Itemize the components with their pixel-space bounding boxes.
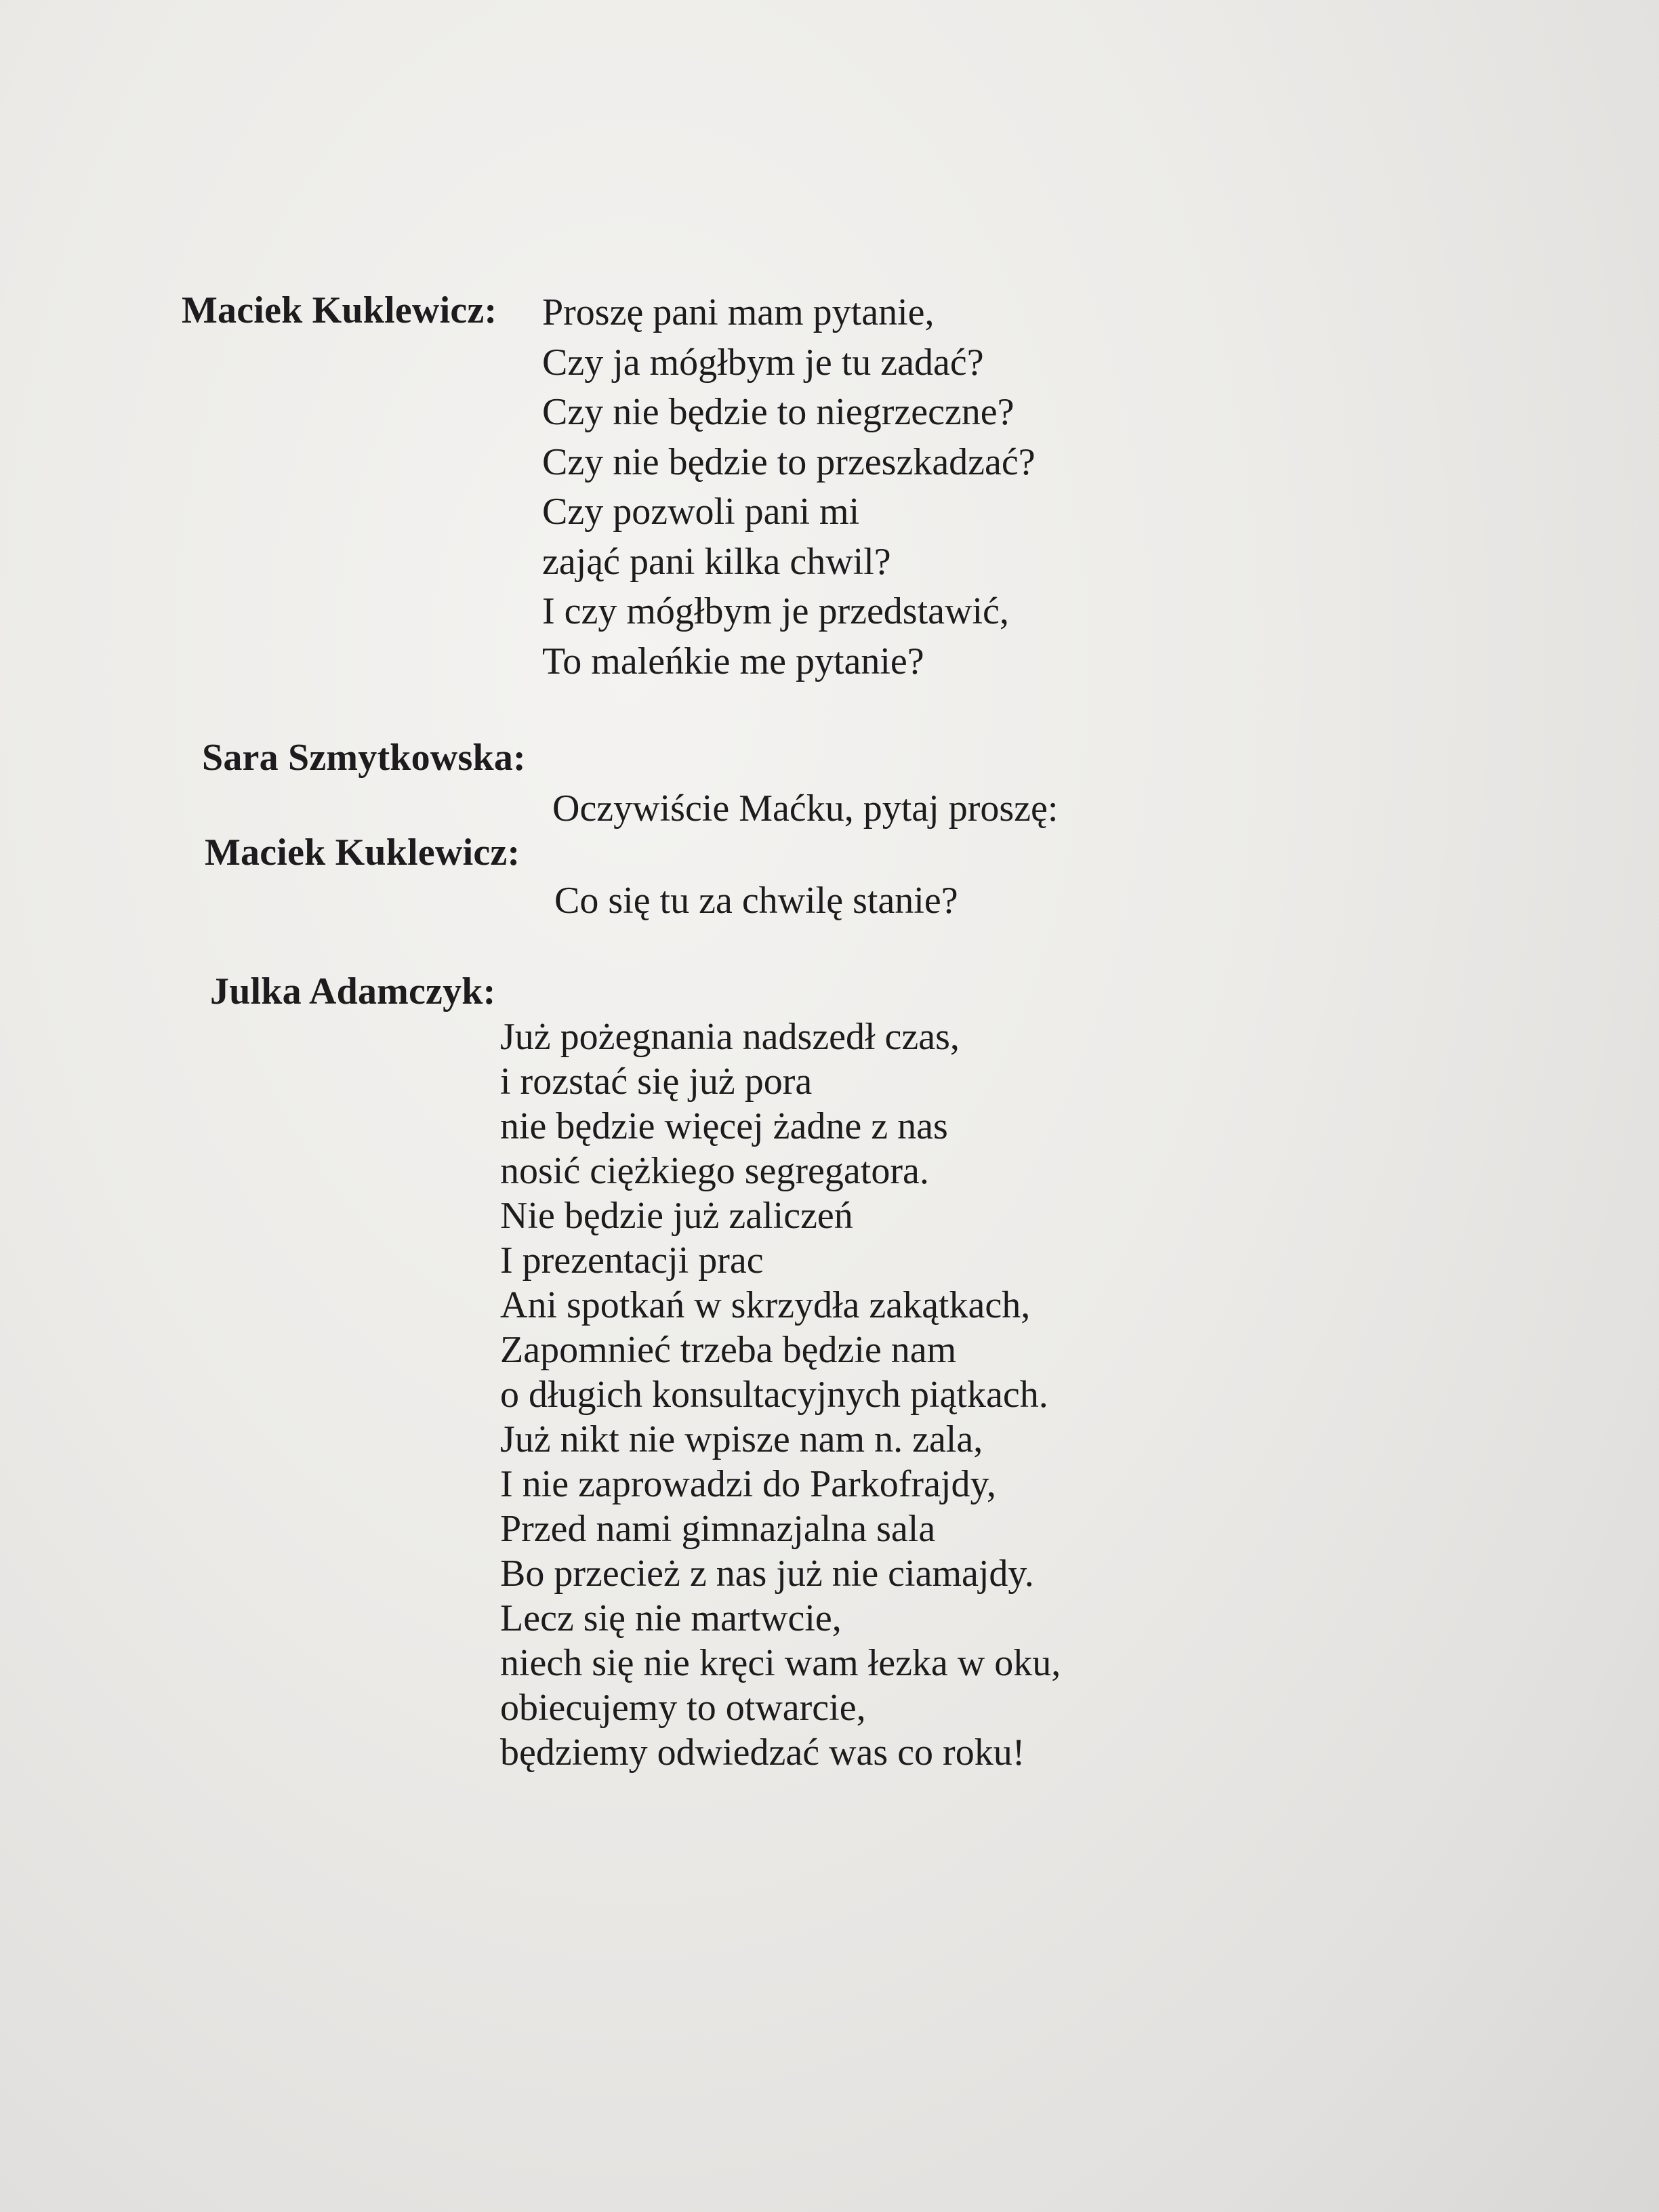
speaker-julka-adamczyk: Julka Adamczyk: xyxy=(210,970,496,1012)
poem-line: Ani spotkań w skrzydła zakątkach, xyxy=(500,1284,1031,1326)
poem-line: I nie zaprowadzi do Parkofrajdy, xyxy=(500,1463,996,1505)
dialogue-line: To maleńkie me pytanie? xyxy=(542,640,924,682)
poem-line: Już nikt nie wpisze nam n. zala, xyxy=(500,1418,983,1460)
poem-line: obiecujemy to otwarcie, xyxy=(500,1687,866,1729)
speaker-maciek-kuklewicz-2: Maciek Kuklewicz: xyxy=(205,832,520,874)
poem-line: Przed nami gimnazjalna sala xyxy=(500,1508,936,1550)
dialogue-line: Czy ja mógłbym je tu zadać? xyxy=(542,341,984,384)
dialogue-line: zająć pani kilka chwil? xyxy=(542,540,891,583)
poem-line: niech się nie kręci wam łezka w oku, xyxy=(500,1642,1061,1684)
poem-line: Już pożegnania nadszedł czas, xyxy=(500,1016,960,1058)
poem-line: Zapomnieć trzeba będzie nam xyxy=(500,1329,957,1371)
poem-line: nie będzie więcej żadne z nas xyxy=(500,1105,948,1147)
poem-line: nosić ciężkiego segregatora. xyxy=(500,1150,929,1192)
speaker-sara-szmytkowska: Sara Szmytkowska: xyxy=(202,737,526,779)
poem-line: Bo przecież z nas już nie ciamajdy. xyxy=(500,1553,1034,1595)
poem-line: I prezentacji prac xyxy=(500,1240,764,1282)
dialogue-line: Czy pozwoli pani mi xyxy=(542,491,860,533)
poem-line: o długich konsultacyjnych piątkach. xyxy=(500,1374,1048,1416)
dialogue-line: Oczywiście Maćku, pytaj proszę: xyxy=(552,787,1059,830)
dialogue-line: Czy nie będzie to niegrzeczne? xyxy=(542,391,1015,433)
poem-line: i rozstać się już pora xyxy=(500,1061,813,1103)
dialogue-line: I czy mógłbym je przedstawić, xyxy=(542,590,1009,632)
speaker-maciek-kuklewicz: Maciek Kuklewicz: xyxy=(182,289,497,331)
poem-line: Nie będzie już zaliczeń xyxy=(500,1195,853,1237)
poem-line: będziemy odwiedzać was co roku! xyxy=(500,1732,1025,1774)
dialogue-line: Co się tu za chwilę stanie? xyxy=(554,880,958,922)
maciek-dialogue-lines xyxy=(542,288,1036,687)
julka-poem-lines xyxy=(500,1015,1061,1775)
dialogue-line: Proszę pani mam pytanie, xyxy=(542,291,935,333)
poem-line: Lecz się nie martwcie, xyxy=(500,1597,842,1639)
dialogue-line: Czy nie będzie to przeszkadzać? xyxy=(542,441,1036,483)
